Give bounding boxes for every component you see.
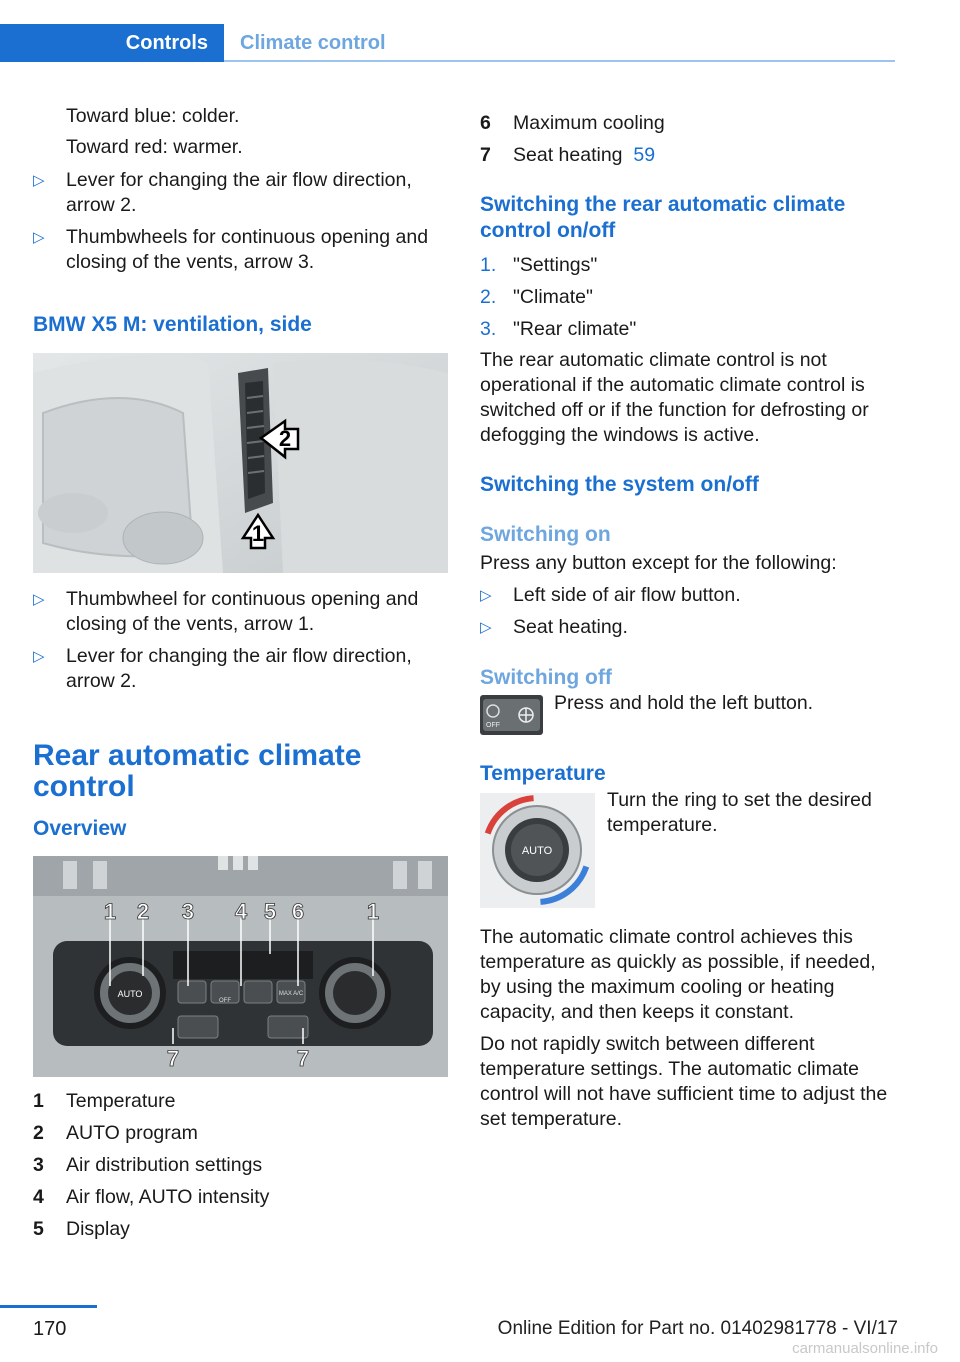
overview-list-item: 6 Maximum cooling: [480, 112, 665, 134]
settings-step: 3. "Rear climate": [480, 318, 637, 340]
side-bullet: ▷ Thumbwheel for continuous opening and closing of the vents, arrow 1.: [33, 588, 419, 635]
header-divider: [224, 60, 895, 62]
rear-climate-note: The rear automatic climate control is not operational if the automatic climate control is switched off or if the function for defrosting or defogging the windows is active.: [480, 349, 869, 446]
triangle-bullet-icon: ▷: [480, 619, 492, 636]
knob-auto-label: AUTO: [521, 845, 553, 857]
side-arrow-label: 2: [278, 426, 292, 451]
overview-list-item: 4 Air flow, AUTO intensity: [33, 1186, 270, 1208]
fan-icon: [519, 708, 533, 722]
switching-on-heading: Switching on: [480, 523, 611, 546]
panel-callout: 1: [103, 899, 117, 924]
side-bullet: ▷ Lever for changing the air flow direction, arrow 2.: [33, 645, 412, 692]
panel-callout: 2: [136, 899, 150, 924]
edition-text: Online Edition for Part no. 01402981778 - VI/17: [497, 1318, 898, 1339]
page-header: [0, 24, 895, 62]
panel-off-label: OFF: [219, 998, 231, 1004]
intro-line: Toward red: warmer.: [66, 136, 243, 158]
switch-rear-heading: Switching the rear automatic climate control on/off: [480, 193, 846, 242]
triangle-bullet-icon: ▷: [33, 591, 45, 608]
triangle-bullet-icon: ▷: [33, 229, 45, 246]
temperature-instruction: Turn the ring to set the desired temperature.: [607, 789, 872, 836]
side-ventilation-heading: BMW X5 M: ventilation, side: [33, 313, 312, 336]
temperature-heading: Temperature: [480, 762, 606, 785]
panel-auto-label: AUTO: [117, 989, 143, 999]
temperature-knob-image: [480, 793, 595, 908]
overview-list-item: 3 Air distribution settings: [33, 1154, 263, 1176]
switching-on-bullet: ▷ Seat heating.: [480, 616, 628, 638]
switching-on-bullet: ▷ Left side of air flow button.: [480, 584, 741, 606]
overview-heading: Overview: [33, 817, 127, 840]
overview-list-item: 5 Display: [33, 1218, 130, 1240]
rear-climate-panel-image: [33, 856, 448, 1077]
temperature-paragraph: Do not rapidly switch between different temperature settings. The automatic climate control will not have sufficient time to adjust the set temperature.: [480, 1033, 888, 1130]
intro-bullet: ▷ Thumbwheels for continuous opening and closing of the vents, arrow 3.: [33, 226, 429, 273]
panel-callout: 4: [234, 899, 248, 924]
panel-callout: 6: [291, 899, 305, 924]
section-tab: Controls: [0, 24, 224, 62]
watermark: carmanualsonline.info: [792, 1340, 938, 1357]
triangle-bullet-icon: ▷: [480, 587, 492, 604]
panel-callout: 7: [166, 1046, 180, 1071]
subsection-tab: Climate control: [240, 31, 386, 54]
page-number: 170: [33, 1318, 67, 1340]
page-reference-link[interactable]: 59: [633, 144, 656, 166]
rear-climate-heading: Rear automatic climate control: [33, 739, 362, 803]
left-column: [33, 100, 448, 1242]
panel-callout: 5: [263, 899, 277, 924]
switching-off-heading: Switching off: [480, 666, 612, 689]
intro-line: Toward blue: colder.: [66, 105, 240, 127]
triangle-bullet-icon: ▷: [33, 648, 45, 665]
panel-callout: 1: [366, 899, 380, 924]
overview-list-item: 7 Seat heating 59: [480, 144, 656, 166]
off-label: OFF: [486, 722, 500, 729]
system-onoff-heading: Switching the system on/off: [480, 473, 759, 496]
rear-panel-illustration: [33, 856, 448, 1077]
side-arrow-label: 1: [251, 521, 265, 546]
side-ventilation-image: [33, 353, 448, 573]
right-column: [480, 100, 900, 1132]
overview-list-item: 2 AUTO program: [33, 1122, 198, 1144]
panel-max-label: MAX A/C: [278, 991, 304, 997]
side-vent-illustration: [33, 353, 448, 573]
intro-bullet: ▷ Lever for changing the air flow direction, arrow 2.: [33, 169, 412, 216]
overview-list-item: 1 Temperature: [33, 1090, 176, 1112]
triangle-bullet-icon: ▷: [33, 172, 45, 189]
panel-callout: 3: [181, 899, 195, 924]
footer-divider: [0, 1305, 97, 1308]
temperature-paragraph: The automatic climate control achieves this temperature as quickly as possible, if needed, by using the maximum cooling or heating capacity, and then keeps it constant.: [480, 926, 876, 1023]
off-button-image: [480, 695, 543, 735]
settings-step: 1. "Settings": [480, 254, 598, 276]
switching-off-text: Press and hold the left button.: [554, 692, 814, 714]
switching-on-text: Press any button except for the following:: [480, 552, 837, 574]
panel-callout: 7: [296, 1046, 310, 1071]
settings-step: 2. "Climate": [480, 286, 593, 308]
